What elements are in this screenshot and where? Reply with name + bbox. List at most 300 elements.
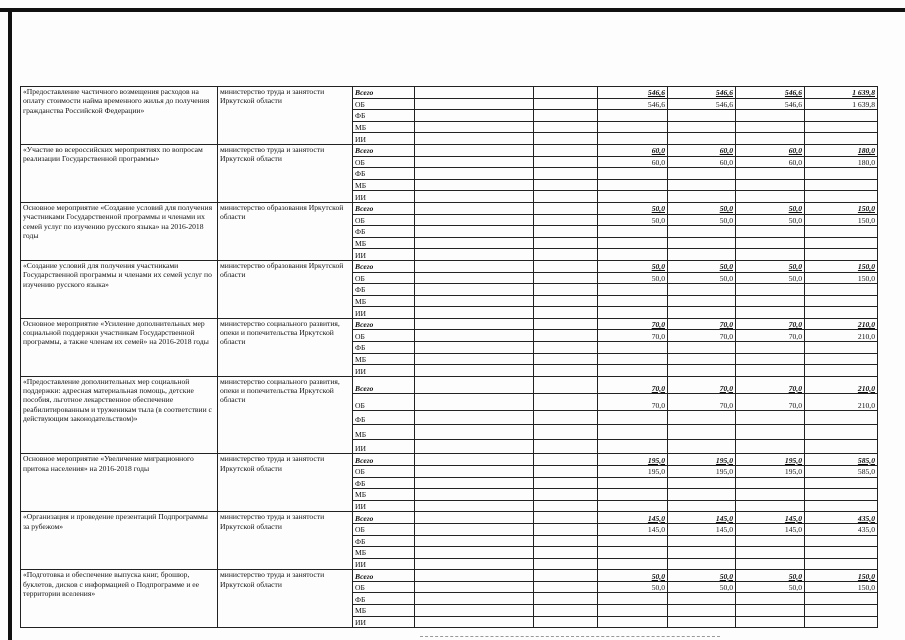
empty-cell bbox=[534, 489, 598, 501]
funding-source: ИИ bbox=[353, 133, 415, 145]
funding-row bbox=[21, 512, 878, 524]
funding-source: МБ bbox=[353, 605, 415, 617]
empty-cell bbox=[415, 465, 534, 477]
amount-cell bbox=[736, 616, 805, 628]
empty-cell bbox=[534, 605, 598, 617]
amount-cell: 70,0 bbox=[598, 330, 668, 342]
amount-cell: 546,6 bbox=[598, 98, 668, 110]
funding-source: ФБ bbox=[353, 593, 415, 605]
amount-cell bbox=[805, 110, 878, 122]
funding-source: ОБ bbox=[353, 465, 415, 477]
amount-cell bbox=[736, 191, 805, 203]
empty-cell bbox=[415, 376, 534, 393]
empty-cell bbox=[415, 570, 534, 582]
amount-cell: 70,0 bbox=[598, 318, 668, 330]
funding-source: Всего bbox=[353, 512, 415, 524]
amount-cell bbox=[598, 226, 668, 238]
empty-cell bbox=[534, 477, 598, 489]
amount-cell bbox=[598, 121, 668, 133]
amount-cell bbox=[736, 133, 805, 145]
amount-cell bbox=[668, 439, 736, 454]
amount-cell: 50,0 bbox=[668, 214, 736, 226]
amount-cell bbox=[805, 179, 878, 191]
amount-cell: 50,0 bbox=[668, 581, 736, 593]
scan-bottom-line bbox=[420, 636, 720, 638]
funding-source: ИИ bbox=[353, 558, 415, 570]
amount-cell: 60,0 bbox=[598, 156, 668, 168]
amount-cell: 50,0 bbox=[598, 272, 668, 284]
empty-cell bbox=[415, 477, 534, 489]
amount-cell bbox=[736, 535, 805, 547]
funding-source: Всего bbox=[353, 454, 415, 466]
amount-cell bbox=[805, 342, 878, 354]
empty-cell bbox=[534, 121, 598, 133]
empty-cell bbox=[415, 330, 534, 342]
amount-cell bbox=[805, 168, 878, 180]
amount-cell: 546,6 bbox=[736, 98, 805, 110]
funding-source: Всего bbox=[353, 570, 415, 582]
funding-source: МБ bbox=[353, 489, 415, 501]
amount-cell bbox=[668, 295, 736, 307]
empty-cell bbox=[415, 425, 534, 440]
amount-cell bbox=[805, 307, 878, 319]
amount-cell bbox=[598, 558, 668, 570]
funding-source: Всего bbox=[353, 87, 415, 99]
funding-row bbox=[21, 318, 878, 330]
empty-cell bbox=[534, 168, 598, 180]
amount-cell: 585,0 bbox=[805, 454, 878, 466]
empty-cell bbox=[534, 226, 598, 238]
funding-source: ИИ bbox=[353, 249, 415, 261]
amount-cell: 150,0 bbox=[805, 570, 878, 582]
amount-cell bbox=[736, 593, 805, 605]
empty-cell bbox=[534, 318, 598, 330]
funding-source: ОБ bbox=[353, 393, 415, 410]
empty-cell bbox=[415, 237, 534, 249]
empty-cell bbox=[534, 237, 598, 249]
funding-source: ОБ bbox=[353, 272, 415, 284]
amount-cell: 70,0 bbox=[736, 393, 805, 410]
amount-cell bbox=[736, 425, 805, 440]
amount-cell: 50,0 bbox=[598, 214, 668, 226]
empty-cell bbox=[534, 439, 598, 454]
empty-cell bbox=[415, 272, 534, 284]
empty-cell bbox=[415, 410, 534, 425]
amount-cell: 145,0 bbox=[668, 523, 736, 535]
empty-cell bbox=[415, 295, 534, 307]
amount-cell bbox=[736, 605, 805, 617]
measure-description: «Участие во всероссийских мероприятиях по вопросам реализации Государственной программы» bbox=[21, 144, 218, 202]
empty-cell bbox=[534, 465, 598, 477]
responsible-executor: министерство социального развития, опеки и попечительства Иркутской области bbox=[218, 318, 353, 376]
funding-source: ИИ bbox=[353, 439, 415, 454]
empty-cell bbox=[415, 307, 534, 319]
amount-cell: 70,0 bbox=[668, 330, 736, 342]
amount-cell bbox=[805, 191, 878, 203]
amount-cell bbox=[668, 284, 736, 296]
empty-cell bbox=[415, 144, 534, 156]
amount-cell bbox=[598, 179, 668, 191]
empty-cell bbox=[534, 87, 598, 99]
funding-source: ИИ bbox=[353, 191, 415, 203]
amount-cell bbox=[736, 110, 805, 122]
funding-source: ФБ bbox=[353, 110, 415, 122]
amount-cell: 195,0 bbox=[668, 454, 736, 466]
empty-cell bbox=[415, 249, 534, 261]
amount-cell bbox=[668, 500, 736, 512]
responsible-executor: министерство образования Иркутской области bbox=[218, 260, 353, 318]
amount-cell bbox=[805, 237, 878, 249]
amount-cell bbox=[668, 616, 736, 628]
empty-cell bbox=[415, 616, 534, 628]
amount-cell: 50,0 bbox=[598, 202, 668, 214]
measure-description: «Предоставление дополнительных мер социальной поддержки: адресная материальная помощь, детские пособия, льготное лекарственное обеспечение реабилитированным и труженикам тыла (в соответствии с действующим законодательством)» bbox=[21, 376, 218, 454]
funding-source: ОБ bbox=[353, 581, 415, 593]
funding-source: ФБ bbox=[353, 284, 415, 296]
empty-cell bbox=[534, 410, 598, 425]
amount-cell bbox=[598, 284, 668, 296]
empty-cell bbox=[415, 87, 534, 99]
empty-cell bbox=[534, 260, 598, 272]
amount-cell bbox=[736, 410, 805, 425]
empty-cell bbox=[534, 330, 598, 342]
amount-cell: 210,0 bbox=[805, 376, 878, 393]
empty-cell bbox=[415, 593, 534, 605]
amount-cell bbox=[736, 237, 805, 249]
amount-cell bbox=[668, 237, 736, 249]
measure-description: Основное мероприятие «Создание условий для получения участниками Государственной программы и членами их семей услуг по изучению русского языка» на 2016-2018 годы bbox=[21, 202, 218, 260]
empty-cell bbox=[415, 353, 534, 365]
funding-row bbox=[21, 260, 878, 272]
amount-cell bbox=[805, 425, 878, 440]
amount-cell: 50,0 bbox=[736, 570, 805, 582]
funding-source: ФБ bbox=[353, 410, 415, 425]
empty-cell bbox=[534, 616, 598, 628]
empty-cell bbox=[415, 110, 534, 122]
empty-cell bbox=[534, 156, 598, 168]
empty-cell bbox=[534, 558, 598, 570]
funding-source: ИИ bbox=[353, 616, 415, 628]
amount-cell: 50,0 bbox=[668, 202, 736, 214]
empty-cell bbox=[415, 393, 534, 410]
amount-cell: 195,0 bbox=[598, 454, 668, 466]
empty-cell bbox=[415, 133, 534, 145]
empty-cell bbox=[415, 500, 534, 512]
amount-cell: 195,0 bbox=[736, 465, 805, 477]
empty-cell bbox=[534, 284, 598, 296]
empty-cell bbox=[415, 365, 534, 377]
amount-cell: 145,0 bbox=[736, 523, 805, 535]
amount-cell: 546,6 bbox=[598, 87, 668, 99]
amount-cell bbox=[668, 558, 736, 570]
empty-cell bbox=[534, 98, 598, 110]
empty-cell bbox=[534, 272, 598, 284]
amount-cell: 60,0 bbox=[668, 144, 736, 156]
responsible-executor: министерство труда и занятости Иркутской области bbox=[218, 144, 353, 202]
amount-cell: 145,0 bbox=[598, 512, 668, 524]
amount-cell: 150,0 bbox=[805, 260, 878, 272]
empty-cell bbox=[415, 179, 534, 191]
empty-cell bbox=[534, 523, 598, 535]
funding-source: Всего bbox=[353, 376, 415, 393]
amount-cell bbox=[805, 558, 878, 570]
amount-cell: 150,0 bbox=[805, 581, 878, 593]
amount-cell: 180,0 bbox=[805, 144, 878, 156]
measure-description: Основное мероприятие «Увеличение миграционного притока населения» на 2016-2018 годы bbox=[21, 454, 218, 512]
empty-cell bbox=[534, 202, 598, 214]
amount-cell: 50,0 bbox=[736, 260, 805, 272]
empty-cell bbox=[415, 284, 534, 296]
amount-cell bbox=[805, 535, 878, 547]
funding-source: ИИ bbox=[353, 365, 415, 377]
amount-cell: 50,0 bbox=[736, 202, 805, 214]
empty-cell bbox=[415, 535, 534, 547]
empty-cell bbox=[415, 523, 534, 535]
funding-source: ОБ bbox=[353, 156, 415, 168]
empty-cell bbox=[534, 425, 598, 440]
amount-cell: 435,0 bbox=[805, 512, 878, 524]
amount-cell bbox=[736, 353, 805, 365]
funding-source: МБ bbox=[353, 179, 415, 191]
amount-cell bbox=[736, 121, 805, 133]
empty-cell bbox=[415, 581, 534, 593]
funding-source: ФБ bbox=[353, 226, 415, 238]
amount-cell: 180,0 bbox=[805, 156, 878, 168]
empty-cell bbox=[415, 214, 534, 226]
amount-cell: 70,0 bbox=[736, 376, 805, 393]
amount-cell bbox=[805, 226, 878, 238]
empty-cell bbox=[534, 570, 598, 582]
empty-cell bbox=[415, 98, 534, 110]
amount-cell bbox=[598, 605, 668, 617]
empty-cell bbox=[415, 342, 534, 354]
responsible-executor: министерство образования Иркутской области bbox=[218, 202, 353, 260]
amount-cell bbox=[668, 410, 736, 425]
amount-cell bbox=[805, 353, 878, 365]
funding-row bbox=[21, 570, 878, 582]
amount-cell bbox=[736, 226, 805, 238]
amount-cell bbox=[598, 168, 668, 180]
amount-cell: 195,0 bbox=[598, 465, 668, 477]
amount-cell bbox=[736, 168, 805, 180]
amount-cell bbox=[668, 353, 736, 365]
amount-cell: 50,0 bbox=[736, 272, 805, 284]
amount-cell: 50,0 bbox=[668, 272, 736, 284]
empty-cell bbox=[415, 121, 534, 133]
amount-cell bbox=[668, 307, 736, 319]
empty-cell bbox=[534, 110, 598, 122]
amount-cell bbox=[668, 342, 736, 354]
amount-cell bbox=[668, 133, 736, 145]
amount-cell bbox=[805, 477, 878, 489]
funding-source: ФБ bbox=[353, 477, 415, 489]
empty-cell bbox=[534, 307, 598, 319]
empty-cell bbox=[534, 179, 598, 191]
scan-top-border bbox=[0, 8, 905, 12]
amount-cell: 50,0 bbox=[668, 570, 736, 582]
funding-source: ФБ bbox=[353, 535, 415, 547]
amount-cell bbox=[598, 593, 668, 605]
amount-cell: 1 639,8 bbox=[805, 87, 878, 99]
amount-cell: 145,0 bbox=[598, 523, 668, 535]
funding-row bbox=[21, 376, 878, 393]
amount-cell: 70,0 bbox=[668, 393, 736, 410]
amount-cell bbox=[598, 439, 668, 454]
amount-cell: 150,0 bbox=[805, 214, 878, 226]
empty-cell bbox=[534, 581, 598, 593]
amount-cell bbox=[736, 500, 805, 512]
empty-cell bbox=[534, 342, 598, 354]
amount-cell: 546,6 bbox=[668, 98, 736, 110]
empty-cell bbox=[415, 489, 534, 501]
amount-cell bbox=[598, 489, 668, 501]
empty-cell bbox=[415, 168, 534, 180]
amount-cell: 70,0 bbox=[598, 376, 668, 393]
funding-row bbox=[21, 144, 878, 156]
amount-cell: 70,0 bbox=[736, 330, 805, 342]
amount-cell bbox=[805, 284, 878, 296]
amount-cell bbox=[598, 547, 668, 559]
amount-cell bbox=[598, 535, 668, 547]
funding-source: МБ bbox=[353, 295, 415, 307]
measure-description: Основное мероприятие «Усиление дополнительных мер социальной поддержки участникам Государственной программы, а также членам их семей» на 2016-2018 годы bbox=[21, 318, 218, 376]
amount-cell bbox=[668, 365, 736, 377]
amount-cell bbox=[805, 500, 878, 512]
empty-cell bbox=[415, 439, 534, 454]
amount-cell bbox=[668, 226, 736, 238]
amount-cell bbox=[668, 605, 736, 617]
amount-cell bbox=[668, 121, 736, 133]
amount-cell bbox=[736, 558, 805, 570]
responsible-executor: министерство труда и занятости Иркутской области bbox=[218, 87, 353, 145]
empty-cell bbox=[534, 365, 598, 377]
empty-cell bbox=[534, 593, 598, 605]
funding-source: ОБ bbox=[353, 523, 415, 535]
empty-cell bbox=[415, 454, 534, 466]
amount-cell bbox=[598, 477, 668, 489]
amount-cell bbox=[736, 179, 805, 191]
amount-cell bbox=[668, 489, 736, 501]
amount-cell bbox=[598, 249, 668, 261]
amount-cell: 50,0 bbox=[736, 581, 805, 593]
amount-cell bbox=[668, 547, 736, 559]
amount-cell bbox=[598, 365, 668, 377]
empty-cell bbox=[534, 454, 598, 466]
amount-cell bbox=[805, 365, 878, 377]
amount-cell: 210,0 bbox=[805, 330, 878, 342]
amount-cell bbox=[736, 284, 805, 296]
amount-cell bbox=[598, 410, 668, 425]
responsible-executor: министерство труда и занятости Иркутской области bbox=[218, 512, 353, 570]
amount-cell bbox=[598, 342, 668, 354]
amount-cell: 150,0 bbox=[805, 202, 878, 214]
measure-description: «Создание условий для получения участниками Государственной программы и членами их семей услуг по изучению русского языка» bbox=[21, 260, 218, 318]
amount-cell: 70,0 bbox=[668, 318, 736, 330]
amount-cell bbox=[805, 439, 878, 454]
amount-cell bbox=[598, 616, 668, 628]
amount-cell: 585,0 bbox=[805, 465, 878, 477]
amount-cell bbox=[598, 191, 668, 203]
empty-cell bbox=[415, 512, 534, 524]
measure-description: «Предоставление частичного возмещения расходов на оплату стоимости найма временного жилья до получения гражданства Российской Федерации» bbox=[21, 87, 218, 145]
amount-cell: 60,0 bbox=[736, 156, 805, 168]
funding-source: ИИ bbox=[353, 500, 415, 512]
empty-cell bbox=[534, 214, 598, 226]
amount-cell bbox=[736, 295, 805, 307]
amount-cell: 210,0 bbox=[805, 318, 878, 330]
funding-row bbox=[21, 87, 878, 99]
funding-row bbox=[21, 202, 878, 214]
amount-cell bbox=[805, 410, 878, 425]
funding-source: ОБ bbox=[353, 330, 415, 342]
funding-row bbox=[21, 454, 878, 466]
amount-cell bbox=[736, 342, 805, 354]
empty-cell bbox=[415, 226, 534, 238]
empty-cell bbox=[415, 558, 534, 570]
funding-source: МБ bbox=[353, 121, 415, 133]
funding-source: ОБ bbox=[353, 214, 415, 226]
amount-cell bbox=[736, 307, 805, 319]
funding-source: МБ bbox=[353, 547, 415, 559]
amount-cell bbox=[668, 425, 736, 440]
funding-source: МБ bbox=[353, 425, 415, 440]
funding-source: ФБ bbox=[353, 342, 415, 354]
amount-cell bbox=[598, 353, 668, 365]
funding-source: МБ bbox=[353, 237, 415, 249]
amount-cell bbox=[598, 110, 668, 122]
empty-cell bbox=[415, 318, 534, 330]
empty-cell bbox=[415, 605, 534, 617]
amount-cell bbox=[598, 307, 668, 319]
responsible-executor: министерство труда и занятости Иркутской области bbox=[218, 570, 353, 628]
amount-cell: 70,0 bbox=[598, 393, 668, 410]
amount-cell bbox=[805, 295, 878, 307]
amount-cell bbox=[736, 489, 805, 501]
amount-cell: 195,0 bbox=[736, 454, 805, 466]
amount-cell bbox=[805, 249, 878, 261]
amount-cell bbox=[668, 535, 736, 547]
amount-cell: 210,0 bbox=[805, 393, 878, 410]
amount-cell bbox=[805, 547, 878, 559]
empty-cell bbox=[534, 191, 598, 203]
empty-cell bbox=[534, 353, 598, 365]
amount-cell bbox=[598, 295, 668, 307]
amount-cell: 50,0 bbox=[668, 260, 736, 272]
amount-cell bbox=[805, 133, 878, 145]
empty-cell bbox=[534, 500, 598, 512]
amount-cell: 145,0 bbox=[668, 512, 736, 524]
amount-cell bbox=[598, 133, 668, 145]
empty-cell bbox=[415, 202, 534, 214]
amount-cell bbox=[598, 237, 668, 249]
amount-cell: 60,0 bbox=[736, 144, 805, 156]
funding-source: ФБ bbox=[353, 168, 415, 180]
funding-source: Всего bbox=[353, 144, 415, 156]
funding-source: ИИ bbox=[353, 307, 415, 319]
amount-cell bbox=[668, 179, 736, 191]
amount-cell: 60,0 bbox=[668, 156, 736, 168]
amount-cell: 50,0 bbox=[736, 214, 805, 226]
amount-cell: 150,0 bbox=[805, 272, 878, 284]
empty-cell bbox=[534, 376, 598, 393]
empty-cell bbox=[534, 393, 598, 410]
responsible-executor: министерство социального развития, опеки и попечительства Иркутской области bbox=[218, 376, 353, 454]
amount-cell: 145,0 bbox=[736, 512, 805, 524]
funding-source: Всего bbox=[353, 318, 415, 330]
amount-cell bbox=[668, 593, 736, 605]
amount-cell: 546,6 bbox=[736, 87, 805, 99]
amount-cell bbox=[668, 249, 736, 261]
